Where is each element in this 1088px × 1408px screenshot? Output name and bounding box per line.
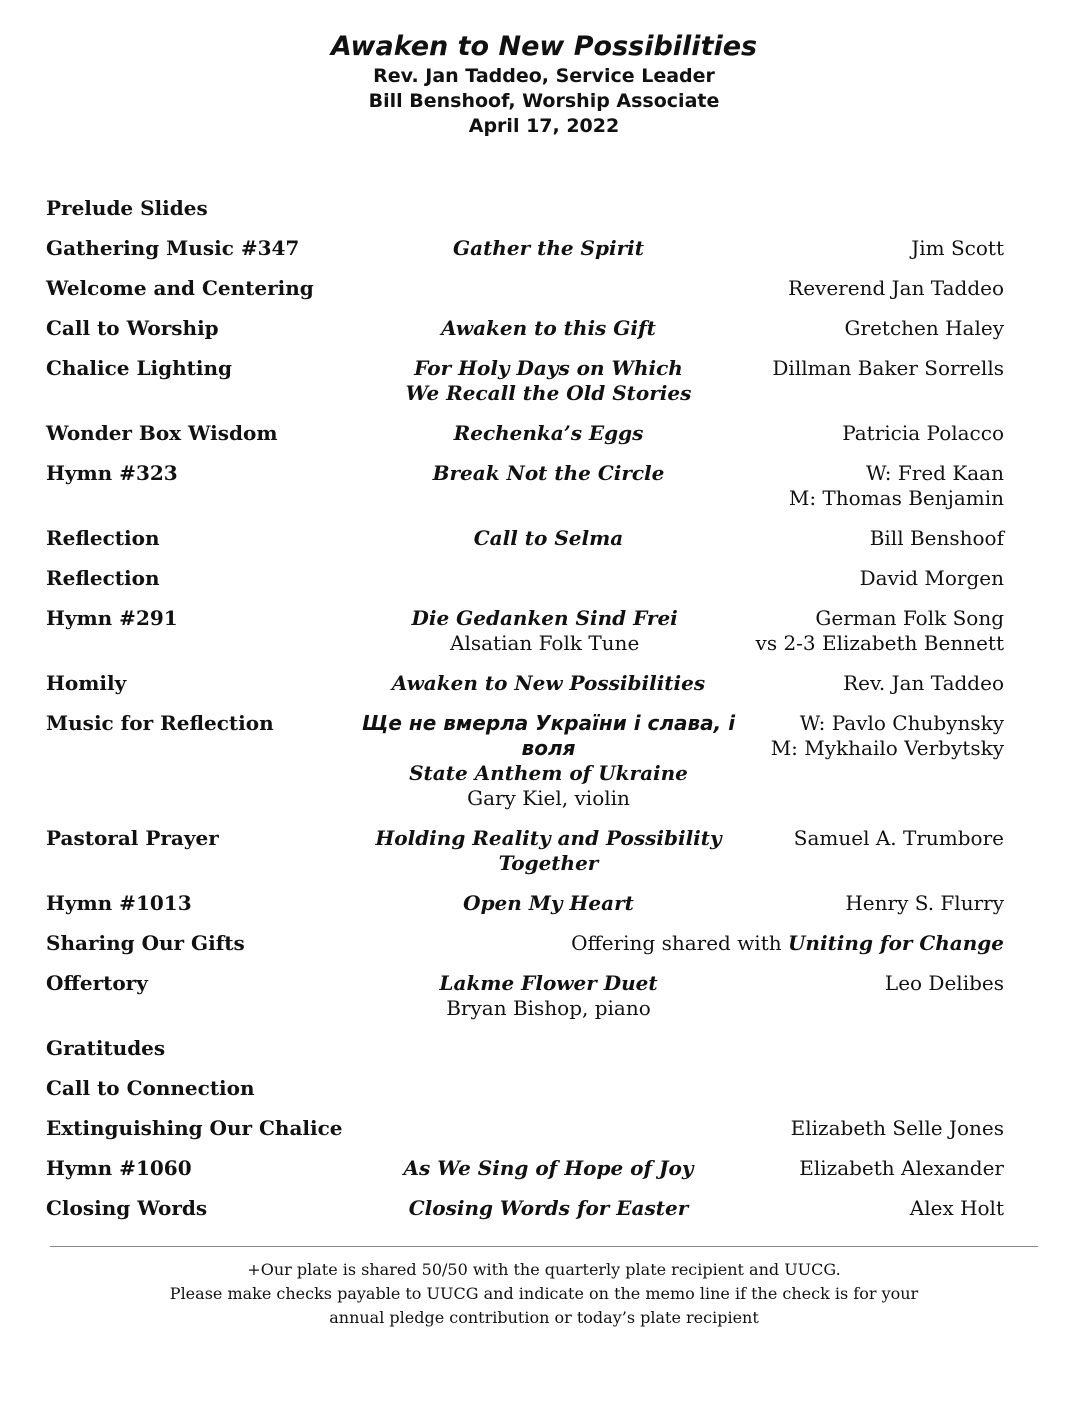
credit-line: Henry S. Flurry [845, 891, 1004, 915]
subtitle-line: Gary Kiel, violin [467, 786, 630, 810]
title-line: Call to Selma [473, 526, 624, 550]
title-line: Holding Reality and Possibility Together [375, 826, 722, 875]
program-row [46, 236, 1004, 261]
program-item-title [336, 421, 761, 446]
credit-line: Leo Delibes [884, 971, 1004, 995]
program-item-label: Call to Worship [46, 316, 219, 340]
program-item-credit [761, 566, 1004, 591]
credit-line: W: Fred Kaan [865, 461, 1004, 485]
order-of-service [46, 196, 1004, 1236]
program-item-credit [761, 1116, 1004, 1141]
credit-line: Patricia Polacco [842, 421, 1004, 445]
title-line: Open My Heart [463, 891, 634, 915]
credit-line: Alex Holt [909, 1196, 1004, 1220]
program-row [46, 1036, 1004, 1061]
program-row [46, 421, 1004, 446]
service-date: April 17, 2022 [468, 115, 620, 137]
program-row [46, 931, 1004, 956]
credit-line: Gretchen Haley [844, 316, 1004, 340]
program-row [46, 711, 1004, 811]
program-row [46, 566, 1004, 591]
title-line: Lakme Flower Duet [439, 971, 658, 995]
program-item-label: Reflection [46, 526, 160, 550]
program-item-title [336, 316, 761, 341]
program-row [46, 461, 1004, 511]
program-item-credit [761, 526, 1004, 551]
program-item-credit [761, 316, 1004, 341]
program-item-label: Extinguishing Our Chalice [46, 1116, 343, 1140]
program-item-credit [761, 1196, 1004, 1221]
program-item-credit [761, 671, 1004, 696]
program-item-credit [761, 236, 1004, 261]
title-line: Awaken to this Gift [441, 316, 656, 340]
program-item-title [336, 826, 761, 876]
title-line: Awaken to New Possibilities [391, 671, 706, 695]
page-header [0, 30, 1088, 139]
program-row [46, 1156, 1004, 1181]
program-item-label: Call to Connection [46, 1076, 255, 1100]
program-item-title [336, 356, 761, 406]
footer-note [0, 1258, 1088, 1330]
title-line: Break Not the Circle [432, 461, 665, 485]
program-item-label: Reflection [46, 566, 160, 590]
title-line: Rechenka’s Eggs [453, 421, 644, 445]
title-line: Closing Words for Easter [408, 1196, 689, 1220]
credit-line: Jim Scott [911, 236, 1004, 260]
program-item-title [336, 711, 761, 811]
offering-note [571, 931, 1004, 956]
program-row [46, 276, 1004, 301]
program-item-label: Gratitudes [46, 1036, 166, 1060]
program-item-label: Offertory [46, 971, 148, 995]
title-line: For Holy Days on Which [414, 356, 683, 380]
program-item-label: Homily [46, 671, 127, 695]
program-item-label: Pastoral Prayer [46, 826, 219, 850]
subtitle-line: Alsatian Folk Tune [450, 631, 640, 655]
credit-line: David Morgen [859, 566, 1004, 590]
program-item-title [336, 236, 761, 261]
credit-line: Rev. Jan Taddeo [843, 671, 1004, 695]
program-item-credit [761, 711, 1004, 761]
program-row [46, 891, 1004, 916]
program-item-label: Chalice Lighting [46, 356, 233, 380]
credit-line: W: Pavlo Chubynsky [799, 711, 1004, 735]
program-item-title [336, 891, 761, 916]
program-row [46, 671, 1004, 696]
title-line: Die Gedanken Sind Frei [411, 606, 678, 630]
credit-line: Reverend Jan Taddeo [788, 276, 1004, 300]
credit-line: Samuel A. Trumbore [793, 826, 1004, 850]
offering-recipient: Uniting for Change [787, 931, 1004, 955]
footer-divider [50, 1246, 1038, 1247]
program-item-label: Wonder Box Wisdom [46, 421, 278, 445]
program-item-credit [761, 421, 1004, 446]
program-row [46, 196, 1004, 221]
program-item-credit [761, 356, 1004, 381]
footer-line: +Our plate is shared 50/50 with the quarterly plate recipient and UUCG. [247, 1260, 841, 1279]
offering-note-text: Offering shared with [571, 931, 788, 955]
footer-line: annual pledge contribution or today’s plate recipient [329, 1308, 759, 1327]
program-item-title [336, 461, 761, 486]
credit-line: Elizabeth Alexander [799, 1156, 1004, 1180]
service-leader: Rev. Jan Taddeo, Service Leader [373, 65, 715, 87]
page-title: Awaken to New Possibilities [330, 31, 758, 62]
program-item-credit [761, 461, 1004, 511]
program-item-credit [761, 826, 1004, 851]
program-row [46, 1116, 1004, 1141]
program-item-label: Gathering Music #347 [46, 236, 300, 260]
footer-line: Please make checks payable to UUCG and indicate on the memo line if the check is for your [169, 1284, 919, 1303]
program-item-title [334, 606, 756, 656]
program-item-title [336, 526, 761, 551]
subtitle-line: Bryan Bishop, piano [446, 996, 651, 1020]
program-item-label: Welcome and Centering [46, 276, 314, 300]
program-item-label: Hymn #1013 [46, 891, 192, 915]
program-row [46, 356, 1004, 406]
program-item-title [336, 1196, 761, 1221]
program-item-credit [761, 276, 1004, 301]
ukrainian-title: Ще не вмерла України і слава, і воля [361, 711, 736, 760]
program-row [46, 1076, 1004, 1101]
program-row [46, 316, 1004, 341]
credit-line: M: Thomas Benjamin [788, 486, 1004, 510]
program-item-label: Music for Reflection [46, 711, 274, 735]
program-item-credit [761, 971, 1004, 996]
program-item-label: Closing Words [46, 1196, 208, 1220]
credit-line: German Folk Song [815, 606, 1004, 630]
program-row [46, 1196, 1004, 1221]
credit-line: Dillman Baker Sorrells [772, 356, 1004, 380]
credit-line: vs 2-3 Elizabeth Bennett [755, 631, 1004, 655]
program-item-title [336, 671, 761, 696]
program-item-credit [761, 1156, 1004, 1181]
program-item-title [336, 1156, 761, 1181]
title-line: We Recall the Old Stories [405, 381, 692, 405]
program-item-credit [761, 891, 1004, 916]
title-line: As We Sing of Hope of Joy [403, 1156, 694, 1180]
program-row [46, 526, 1004, 551]
program-item-label: Prelude Slides [46, 196, 208, 220]
title-line: Gather the Spirit [453, 236, 644, 260]
program-row [46, 971, 1004, 1021]
program-item-label: Hymn #291 [46, 606, 178, 630]
credit-line: M: Mykhailo Verbytsky [770, 736, 1004, 760]
credit-line: Bill Benshoof [869, 526, 1004, 550]
program-item-label: Sharing Our Gifts [46, 931, 245, 955]
worship-associate: Bill Benshoof, Worship Associate [368, 90, 720, 112]
program-item-label: Hymn #323 [46, 461, 178, 485]
title-line: State Anthem of Ukraine [409, 761, 688, 785]
program-row [46, 606, 1004, 656]
credit-line: Elizabeth Selle Jones [790, 1116, 1004, 1140]
program-row [46, 826, 1004, 876]
program-item-credit [756, 606, 1004, 656]
program-item-label: Hymn #1060 [46, 1156, 192, 1180]
program-item-title [336, 971, 761, 1021]
